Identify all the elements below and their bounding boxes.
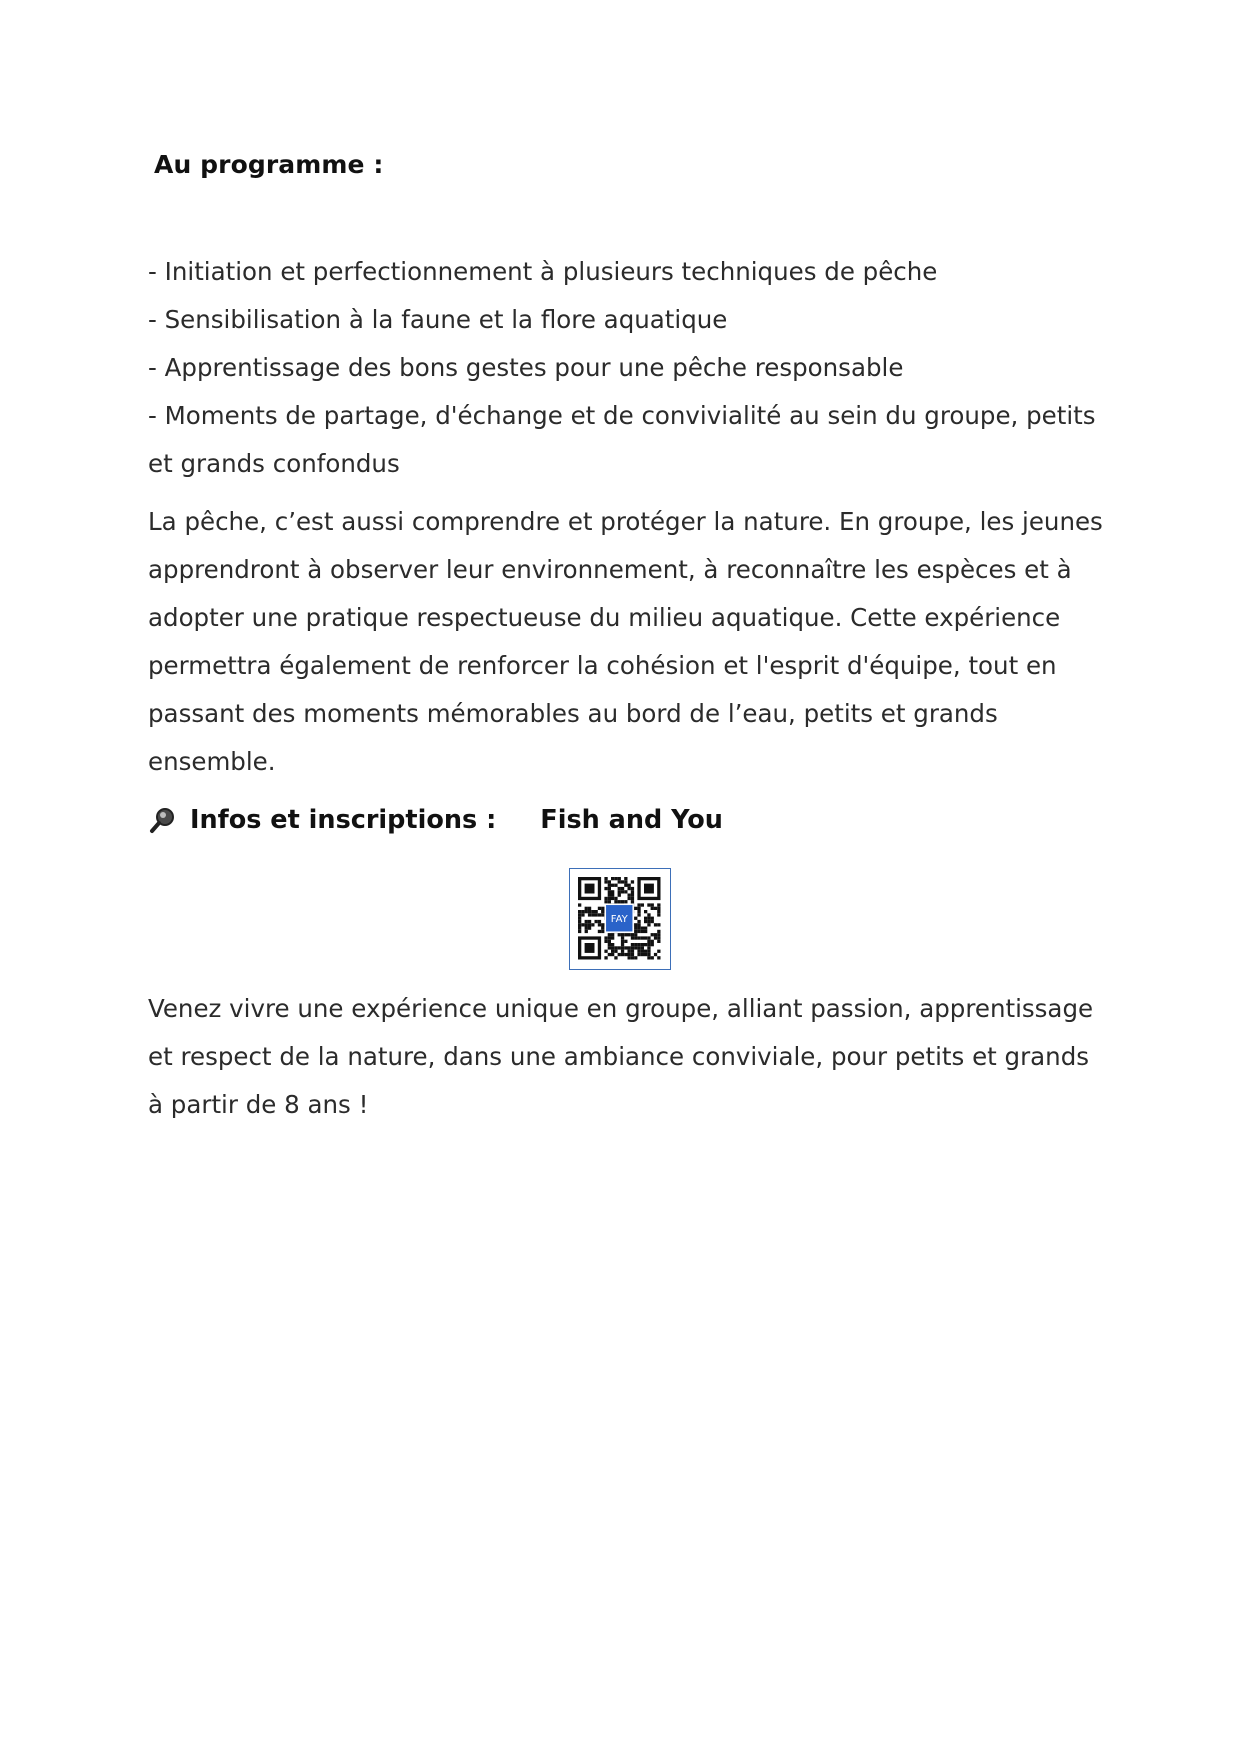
qr-module [657,930,660,933]
qr-module [608,897,611,900]
qr-module [657,940,660,943]
qr-module [608,946,611,949]
qr-module [641,930,644,933]
program-list [148,248,1108,488]
qr-module [591,923,594,926]
qr-module [641,943,644,946]
program-item: - Sensibilisation à la faune et la flore aquatique [148,305,728,334]
qr-module [595,920,598,923]
qr-module [588,920,591,923]
qr-module [644,917,647,920]
qr-module [598,907,601,910]
qr-module [628,950,631,953]
qr-module [611,953,614,956]
qr-module [647,917,650,920]
qr-module [604,887,607,890]
qr-module [585,923,588,926]
qr-module [651,956,654,959]
qr-module [618,877,621,880]
qr-module [621,943,624,946]
qr-module [651,907,654,910]
qr-module [608,933,611,936]
qr-module [618,880,621,883]
qr-module [608,943,611,946]
qr-module [578,913,581,916]
qr-module [657,910,660,913]
qr-module [618,887,621,890]
qr-module [651,940,654,943]
program-item: - Apprentissage des bons gestes pour une pêche responsable [148,353,904,382]
qr-module [611,946,614,949]
qr-module [628,887,631,890]
qr-module [611,894,614,897]
qr-module [611,890,614,893]
qr-module [604,956,607,959]
qr-module [637,910,640,913]
qr-module [647,953,650,956]
qr-module [604,940,607,943]
qr-module [621,933,624,936]
qr-module [601,930,604,933]
qr-module [598,923,601,926]
qr-module [631,946,634,949]
qr-code[interactable] [569,868,671,970]
qr-module [611,877,614,880]
qr-module [598,930,601,933]
qr-module [641,927,644,930]
qr-module [657,933,660,936]
qr-module [637,950,640,953]
qr-module [624,940,627,943]
qr-module [647,940,650,943]
qr-module [611,884,614,887]
qr-module [601,927,604,930]
qr-module [611,933,614,936]
qr-module [621,950,624,953]
qr-module [578,930,581,933]
qr-module [618,894,621,897]
qr-module [637,927,640,930]
qr-module [585,927,588,930]
qr-module [621,887,624,890]
qr-module [624,877,627,880]
qr-module [644,950,647,953]
qr-module [585,910,588,913]
nature-paragraph: La pêche, c’est aussi comprendre et protéger la nature. En groupe, les jeunes apprendront à observer leur environnement, à reconnaître les espèces et à adopter une pratique respectueuse du milieu aquatique. Cette expérience permettra également de renforcer la cohésion et l'esprit d'équipe, tout en passant des moments mémorables au bord de l’eau, petits et grands ensemble. [148,507,1103,776]
qr-module [604,900,607,903]
qr-module [604,877,607,880]
qr-module [588,910,591,913]
qr-module [608,890,611,893]
qr-module [644,930,647,933]
qr-module [641,946,644,949]
qr-module [604,936,607,939]
qr-module [608,940,611,943]
qr-module [608,880,611,883]
qr-module [634,943,637,946]
qr-module [578,910,581,913]
qr-module [637,943,640,946]
qr-module [628,956,631,959]
qr-module [581,913,584,916]
qr-module [624,884,627,887]
qr-module [651,943,654,946]
qr-module [618,890,621,893]
qr-module [614,884,617,887]
qr-module [631,880,634,883]
qr-module [621,953,624,956]
qr-module [598,913,601,916]
qr-module [628,884,631,887]
qr-module [647,950,650,953]
qr-module [644,920,647,923]
qr-module [644,936,647,939]
qr-module [578,923,581,926]
qr-module [585,930,588,933]
qr-module [591,913,594,916]
infos-line [148,800,723,840]
qr-module [631,900,634,903]
qr-module [651,903,654,906]
qr-module [631,956,634,959]
qr-module [631,897,634,900]
qr-module [634,936,637,939]
qr-module [631,943,634,946]
fish-and-you-link[interactable]: Fish and You [540,805,723,835]
qr-module [624,933,627,936]
qr-module [621,936,624,939]
qr-module [628,897,631,900]
qr-module [618,900,621,903]
qr-module [647,943,650,946]
qr-module [651,917,654,920]
qr-module [641,903,644,906]
qr-module [624,900,627,903]
qr-module [647,923,650,926]
qr-module [618,953,621,956]
qr-module [657,907,660,910]
qr-module [621,890,624,893]
qr-module [601,923,604,926]
qr-module [651,933,654,936]
qr-module [604,950,607,953]
qr-module [624,946,627,949]
qr-module [624,953,627,956]
qr-module [634,956,637,959]
qr-module [654,923,657,926]
qr-module [618,946,621,949]
section-heading: Au programme : [154,150,384,179]
qr-module [631,936,634,939]
qr-module [644,953,647,956]
qr-module [601,907,604,910]
qr-module [634,907,637,910]
qr-module [637,923,640,926]
qr-module [585,920,588,923]
qr-module [641,953,644,956]
qr-module [585,907,588,910]
qr-module [637,953,640,956]
qr-module [634,917,637,920]
qr-module [608,894,611,897]
qr-module [637,903,640,906]
infos-label: Infos et inscriptions : [190,805,497,835]
qr-module [637,907,640,910]
qr-module [604,897,607,900]
qr-module [634,923,637,926]
program-item: - Moments de partage, d'échange et de convivialité au sein du groupe, petits et grands confondus [148,401,1096,478]
qr-module [608,884,611,887]
qr-module [611,897,614,900]
qr-module [581,923,584,926]
qr-module [588,907,591,910]
qr-module [634,946,637,949]
qr-module [631,950,634,953]
qr-module [624,880,627,883]
qr-module [647,956,650,959]
qr-module [631,887,634,890]
qr-module [644,927,647,930]
qr-module [601,913,604,916]
qr-module [634,927,637,930]
qr-module [608,887,611,890]
qr-module [578,927,581,930]
qr-module [624,890,627,893]
qr-module [608,953,611,956]
qr-module [578,903,581,906]
qr-module [588,927,591,930]
qr-module [654,933,657,936]
qr-module [628,933,631,936]
qr-module [654,936,657,939]
qr-module [588,923,591,926]
qr-module [598,920,601,923]
qr-module [637,946,640,949]
qr-module [637,936,640,939]
program-item: - Initiation et perfectionnement à plusieurs techniques de pêche [148,257,938,286]
qr-module [628,894,631,897]
qr-module [657,936,660,939]
qr-module [601,910,604,913]
qr-module [614,956,617,959]
qr-module [581,910,584,913]
qr-module [647,936,650,939]
qr-module [631,890,634,893]
qr-module [637,920,640,923]
qr-module [621,900,624,903]
qr-code-image [570,869,670,969]
qr-logo-text: FAY [610,913,628,925]
qr-module [628,946,631,949]
qr-module [647,920,650,923]
qr-module [641,936,644,939]
qr-module [614,897,617,900]
qr-module [611,943,614,946]
qr-module [657,956,660,959]
qr-module [631,953,634,956]
qr-module [647,903,650,906]
qr-module [634,930,637,933]
closing-paragraph: Venez vivre une expérience unique en groupe, alliant passion, apprentissage et respect de la nature, dans une ambiance conviviale, pour petits et grands à partir de 8 ans ! [148,994,1094,1119]
qr-module [641,950,644,953]
qr-module [611,936,614,939]
qr-module [608,936,611,939]
qr-module [654,953,657,956]
qr-module [657,950,660,953]
qr-module [591,910,594,913]
qr-module [618,933,621,936]
qr-module [611,950,614,953]
qr-module [578,917,581,920]
qr-module [614,950,617,953]
qr-module [654,907,657,910]
qr-module [628,953,631,956]
qr-module [614,946,617,949]
qr-module [608,900,611,903]
qr-module [647,913,650,916]
qr-module [657,903,660,906]
qr-module [614,900,617,903]
qr-module [634,933,637,936]
qr-module [657,923,660,926]
qr-module [637,913,640,916]
qr-module [621,880,624,883]
qr-module [621,946,624,949]
qr-module [651,920,654,923]
qr-module [637,930,640,933]
magnifier-icon [148,805,178,835]
qr-module [644,943,647,946]
qr-module [595,910,598,913]
qr-module [631,933,634,936]
qr-module [621,940,624,943]
qr-module [647,946,650,949]
qr-module [588,913,591,916]
qr-module [631,894,634,897]
qr-module [644,910,647,913]
qr-module [657,913,660,916]
qr-module [614,877,617,880]
qr-module [578,920,581,923]
qr-module [604,880,607,883]
qr-module [595,913,598,916]
